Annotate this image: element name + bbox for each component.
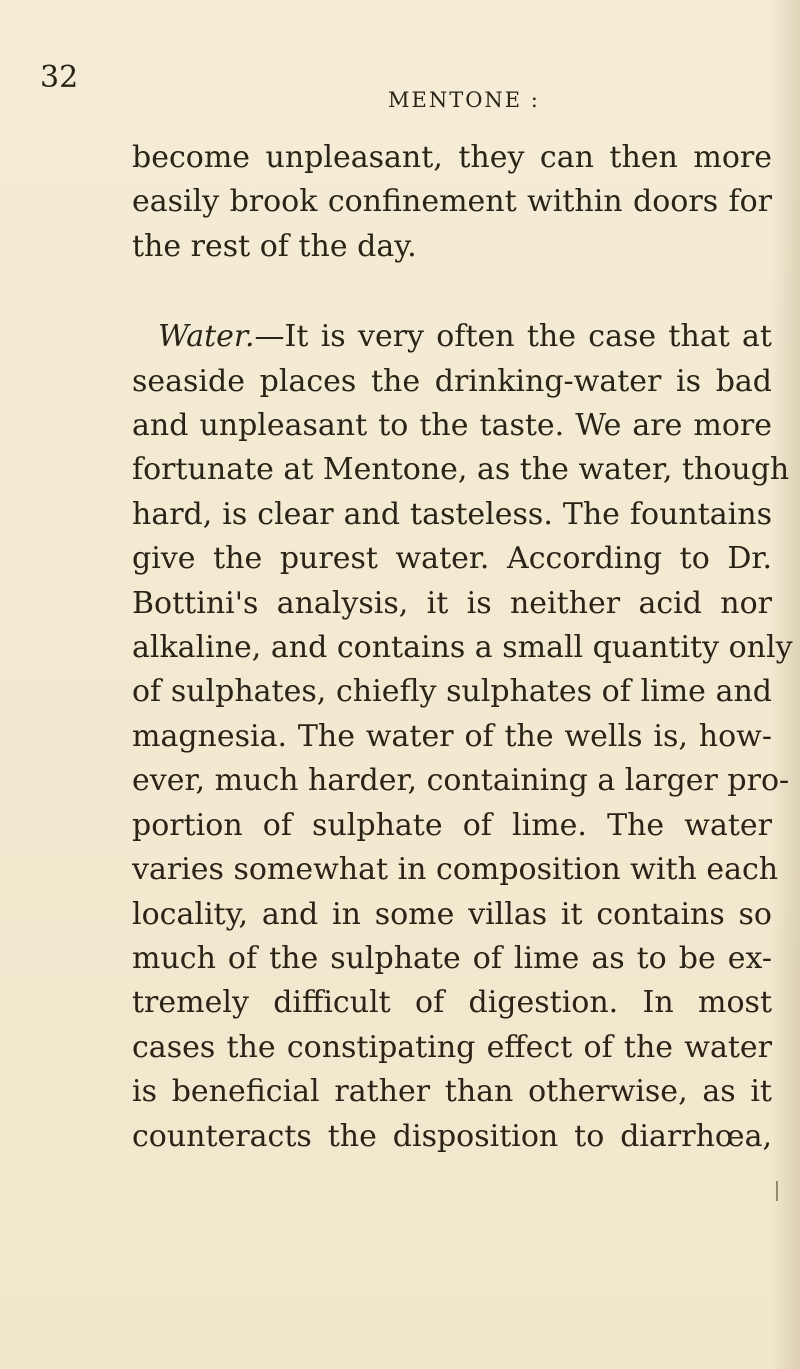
text-line: alkaline, and contains a small quantity only	[132, 630, 793, 666]
text-line: seaside places the drinking-water is bad	[132, 363, 772, 399]
text-line	[132, 315, 772, 359]
section-heading: Water.	[158, 319, 255, 355]
text-line: become unpleasant, they can then more	[132, 140, 772, 175]
page-number: 32	[40, 60, 79, 95]
text-line: and unpleasant to the taste. We are more	[132, 408, 772, 444]
text-line: counteracts the disposition to diarrhœa,	[132, 1118, 772, 1154]
text-line: the rest of the day.	[132, 228, 417, 264]
text-line: tremely difficult of digestion. In most	[132, 985, 772, 1021]
text-line: Bottini's analysis, it is neither acid nor	[132, 585, 772, 621]
text-line: fortunate at Mentone, as the water, though	[132, 452, 790, 488]
margin-mark	[776, 1181, 778, 1201]
text-run: —It is very often the case that at	[254, 319, 772, 355]
text-line: locality, and in some villas it contains so	[132, 896, 772, 932]
body-text	[132, 136, 793, 1159]
text-line: is beneficial rather than otherwise, as it	[132, 1074, 772, 1110]
running-head: MENTONE :	[388, 88, 540, 112]
text-line: give the purest water. According to Dr.	[132, 541, 772, 577]
text-line: cases the constipating effect of the water	[132, 1029, 772, 1065]
text-line: ever, much harder, containing a larger pro-	[132, 763, 790, 799]
text-line: easily brook confinement within doors for	[132, 184, 772, 220]
text-line: portion of sulphate of lime. The water	[132, 807, 772, 843]
text-line: much of the sulphate of lime as to be ex-	[132, 940, 772, 976]
text-line: hard, is clear and tasteless. The fountains	[132, 496, 772, 532]
paragraph-gap	[132, 269, 772, 315]
text-line: varies somewhat in composition with each	[132, 852, 779, 888]
text-line: magnesia. The water of the wells is, how-	[132, 718, 772, 754]
text-line: of sulphates, chiefly sulphates of lime and	[132, 674, 772, 710]
